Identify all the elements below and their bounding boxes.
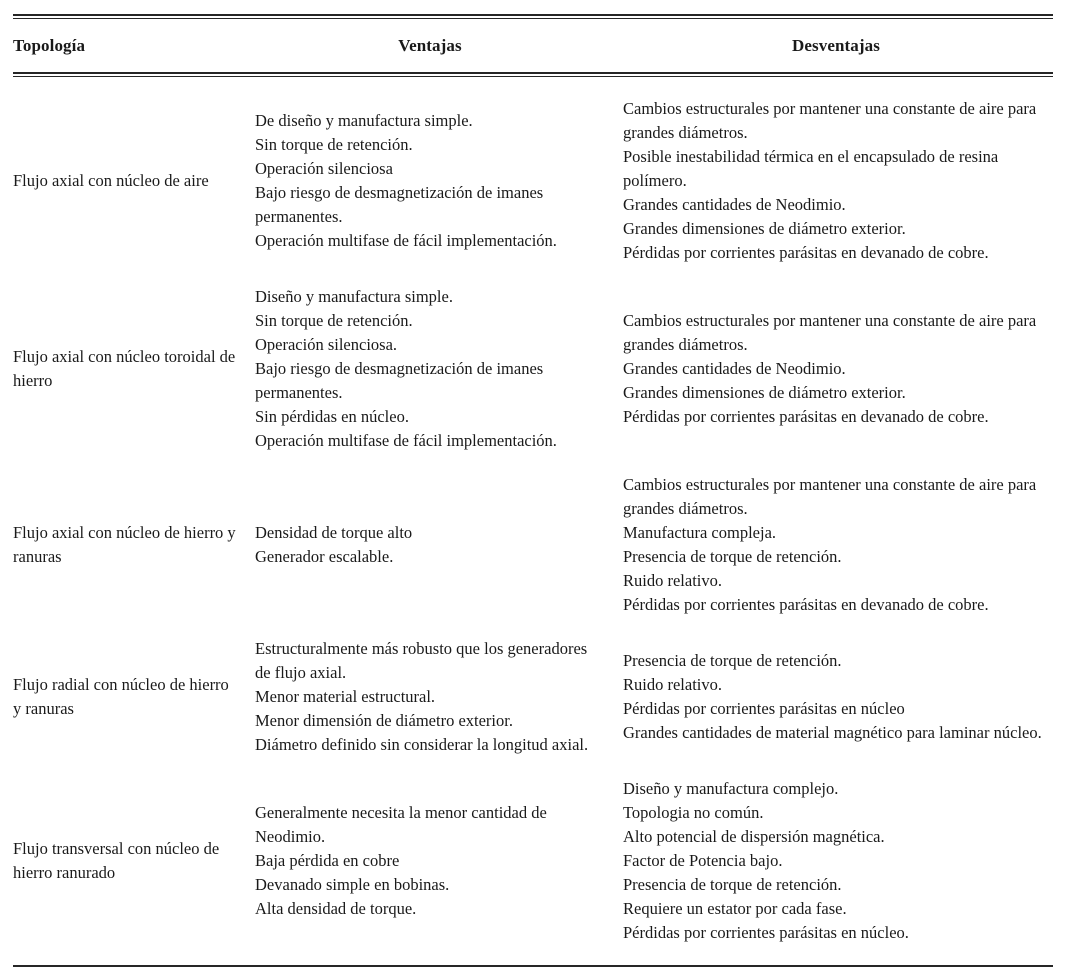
text-line: De diseño y manufactura simple. (255, 111, 473, 130)
table-row (13, 97, 1053, 265)
text-line: Grandes cantidades de Neodimio. (623, 195, 846, 214)
row-spacer (13, 265, 1053, 285)
text-line: Pérdidas por corrientes parásitas en devanado de cobre. (623, 407, 989, 426)
text-line: Topologia no común. (623, 803, 764, 822)
table-row (13, 285, 1053, 453)
column-header-ventajas: Ventajas (398, 35, 462, 55)
text-line: Diámetro definido sin considerar la longitud axial. (255, 735, 589, 754)
topology-text (13, 521, 241, 569)
bottom-spacer-row (13, 945, 1053, 965)
text-line: Grandes dimensiones de diámetro exterior. (623, 383, 906, 402)
text-line: Grandes dimensiones de diámetro exterior. (623, 219, 906, 238)
spacer-cell (255, 453, 623, 473)
spacer-cell (623, 945, 1053, 965)
text-line: Requiere un estator por cada fase. (623, 899, 847, 918)
disadvantages-text (623, 649, 1047, 745)
spacer-cell (623, 617, 1053, 637)
table-head (13, 19, 1053, 72)
text-line: Operación multifase de fácil implementación. (255, 231, 557, 250)
text-line: Presencia de torque de retención. (623, 875, 842, 894)
text-line: Operación silenciosa. (255, 335, 398, 354)
text-line: Estructuralmente más robusto que los generadores de flujo axial. (255, 639, 588, 682)
text-line: Flujo axial con núcleo de aire (13, 171, 209, 190)
spacer-cell (13, 757, 255, 777)
text-line: Grandes cantidades de material magnético para laminar núcleo. (623, 723, 1042, 742)
cell-topologia (13, 637, 255, 757)
spacer-cell (255, 265, 623, 285)
row-spacer (13, 757, 1053, 777)
text-line: Posible inestabilidad térmica en el encapsulado de resina polímero. (623, 147, 999, 190)
disadvantages-text (623, 97, 1047, 265)
advantages-text (255, 521, 605, 569)
header-row (13, 19, 1053, 72)
cell-ventajas (255, 97, 623, 265)
text-line: Generalmente necesita la menor cantidad de Neodimio. (255, 803, 547, 846)
topology-text (13, 345, 241, 393)
column-header-desventajas: Desventajas (792, 35, 880, 55)
text-line: Sin torque de retención. (255, 135, 413, 154)
topology-text (13, 169, 241, 193)
cell-topologia (13, 777, 255, 945)
cell-ventajas (255, 285, 623, 453)
text-line: Ruido relativo. (623, 675, 722, 694)
spacer-cell (13, 617, 255, 637)
text-line: Grandes cantidades de Neodimio. (623, 359, 846, 378)
cell-ventajas (255, 777, 623, 945)
topology-text (13, 837, 241, 885)
text-line: Flujo transversal con núcleo de hierro ranurado (13, 839, 220, 882)
text-line: Factor de Potencia bajo. (623, 851, 783, 870)
table-body (13, 77, 1053, 965)
text-line: Cambios estructurales por mantener una constante de aire para grandes diámetros. (623, 475, 1037, 518)
text-line: Diseño y manufactura simple. (255, 287, 453, 306)
spacer-cell (13, 265, 255, 285)
text-line: Cambios estructurales por mantener una constante de aire para grandes diámetros. (623, 99, 1037, 142)
cell-ventajas (255, 637, 623, 757)
spacer-cell (13, 945, 255, 965)
cell-topologia (13, 97, 255, 265)
text-line: Bajo riesgo de desmagnetización de imanes permanentes. (255, 183, 544, 226)
spacer-cell (623, 265, 1053, 285)
spacer-cell (255, 617, 623, 637)
row-spacer (13, 617, 1053, 637)
text-line: Pérdidas por corrientes parásitas en núcleo (623, 699, 905, 718)
text-line: Sin torque de retención. (255, 311, 413, 330)
text-line: Densidad de torque alto (255, 523, 413, 542)
advantages-text (255, 801, 605, 921)
cell-topologia (13, 285, 255, 453)
spacer-cell (255, 757, 623, 777)
topology-comparison-table (13, 14, 1053, 967)
text-line: Menor dimensión de diámetro exterior. (255, 711, 513, 730)
text-line: Menor material estructural. (255, 687, 436, 706)
text-line: Diseño y manufactura complejo. (623, 779, 839, 798)
disadvantages-text (623, 473, 1047, 617)
cell-desventajas (623, 637, 1053, 757)
column-header-topologia: Topología (13, 35, 86, 55)
table (13, 19, 1053, 72)
advantages-text (255, 109, 605, 253)
text-line: Flujo axial con núcleo toroidal de hierro (13, 347, 236, 390)
row-spacer (13, 453, 1053, 473)
text-line: Manufactura compleja. (623, 523, 777, 542)
text-line: Pérdidas por corrientes parásitas en núcleo. (623, 923, 909, 942)
cell-desventajas (623, 285, 1053, 453)
disadvantages-text (623, 777, 1047, 945)
text-line: Bajo riesgo de desmagnetización de imanes permanentes. (255, 359, 544, 402)
text-line: Generador escalable. (255, 547, 394, 566)
text-line: Flujo axial con núcleo de hierro y ranuras (13, 523, 236, 566)
text-line: Alta densidad de torque. (255, 899, 417, 918)
text-line: Cambios estructurales por mantener una constante de aire para grandes diámetros. (623, 311, 1037, 354)
text-line: Devanado simple en bobinas. (255, 875, 450, 894)
spacer-cell (13, 77, 255, 97)
cell-desventajas (623, 777, 1053, 945)
disadvantages-text (623, 309, 1047, 429)
topology-text (13, 673, 241, 721)
cell-desventajas (623, 97, 1053, 265)
spacer-cell (623, 757, 1053, 777)
table-body-wrapper (13, 77, 1053, 965)
text-line: Flujo radial con núcleo de hierro y ranuras (13, 675, 229, 718)
table-row (13, 637, 1053, 757)
text-line: Alto potencial de dispersión magnética. (623, 827, 885, 846)
table-row (13, 777, 1053, 945)
text-line: Operación silenciosa (255, 159, 393, 178)
text-line: Baja pérdida en cobre (255, 851, 400, 870)
spacer-cell (255, 77, 623, 97)
text-line: Presencia de torque de retención. (623, 547, 842, 566)
spacer-cell (13, 453, 255, 473)
cell-desventajas (623, 473, 1053, 617)
top-spacer-row (13, 77, 1053, 97)
advantages-text (255, 637, 605, 757)
text-line: Sin pérdidas en núcleo. (255, 407, 409, 426)
cell-ventajas (255, 473, 623, 617)
text-line: Ruido relativo. (623, 571, 722, 590)
text-line: Presencia de torque de retención. (623, 651, 842, 670)
text-line: Pérdidas por corrientes parásitas en devanado de cobre. (623, 595, 989, 614)
spacer-cell (255, 945, 623, 965)
text-line: Pérdidas por corrientes parásitas en devanado de cobre. (623, 243, 989, 262)
cell-topologia (13, 473, 255, 617)
advantages-text (255, 285, 605, 453)
table-row (13, 473, 1053, 617)
spacer-cell (623, 453, 1053, 473)
text-line: Operación multifase de fácil implementación. (255, 431, 557, 450)
spacer-cell (623, 77, 1053, 97)
